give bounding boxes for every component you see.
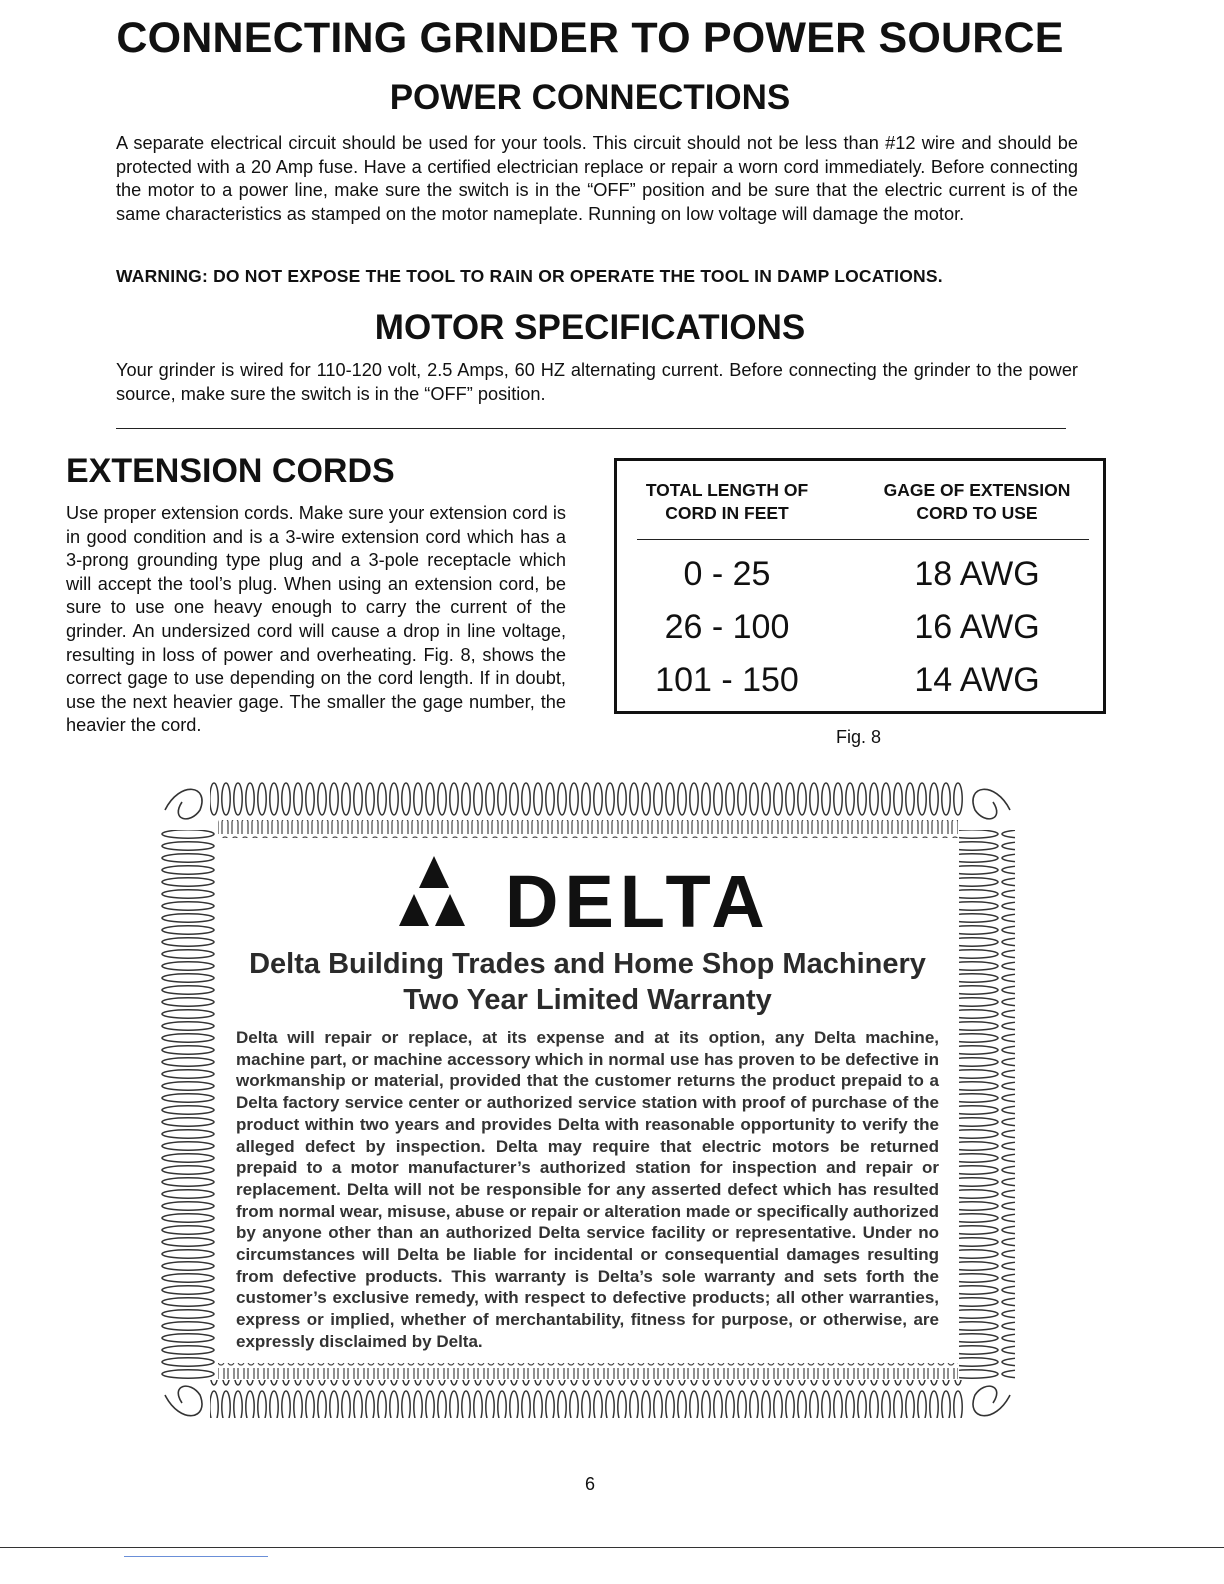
table-header-length: TOTAL LENGTH OF CORD IN FEET bbox=[645, 480, 809, 523]
warning-text: WARNING: DO NOT EXPOSE THE TOOL TO RAIN OR OPERATE THE TOOL IN DAMP LOCATIONS. bbox=[116, 266, 943, 286]
table-header-rule bbox=[637, 539, 1089, 540]
warranty-subheading: Two Year Limited Warranty bbox=[403, 984, 772, 1016]
warranty-heading: Delta Building Trades and Home Shop Machinery bbox=[249, 948, 926, 980]
cord-gage: 16 AWG bbox=[914, 608, 1040, 646]
footer-rule bbox=[0, 1547, 1224, 1548]
cord-gage: 14 AWG bbox=[914, 661, 1040, 699]
table-header-gage: GAGE OF EXTENSION CORD TO USE bbox=[883, 480, 1071, 523]
delta-triangles-icon bbox=[392, 852, 502, 928]
power-connections-heading: POWER CONNECTIONS bbox=[389, 78, 791, 117]
table-row bbox=[617, 555, 1103, 607]
extension-cords-text: Use proper extension cords. Make sure your extension cord is in good condition and is a 3-wire extension cord which has a 3-prong grounding type plug and a 3-pole receptacle which will accept the tool’s plug. When using an extension cord, be sure to use one heavy enough to carry the current of the grinder. An undersized cord will cause a drop in line voltage, resulting in loss of power and overheating. Fig. 8, shows the correct gage to use depending on the cord length. If in doubt, use the next heavier gage. The smaller the gage number, the heavier the cord. bbox=[66, 503, 566, 736]
extension-cord-table bbox=[614, 458, 1106, 714]
motor-specifications-heading: MOTOR SPECIFICATIONS bbox=[374, 308, 806, 347]
table-row bbox=[617, 608, 1103, 660]
cord-length: 101 - 150 bbox=[655, 661, 799, 699]
page-title: CONNECTING GRINDER TO POWER SOURCE bbox=[116, 14, 1064, 62]
page-number: 6 bbox=[584, 1474, 595, 1494]
table-row bbox=[617, 661, 1103, 713]
cord-length: 26 - 100 bbox=[664, 608, 790, 646]
delta-logo-text: DELTA bbox=[505, 860, 771, 943]
cord-gage: 18 AWG bbox=[914, 555, 1040, 593]
warranty-text: Delta will repair or replace, at its expense and at its option, any Delta machine, machine part, or machine accessory which in normal use has proven to be defective in workmanship or material, provided that the customer returns the product prepaid to a Delta factory service center or authorized service station with proof of purchase of the product within two years and provides Delta with reasonable opportunity to verify the alleged defect by inspection. Delta may require that electric motors be returned prepaid to a motor manufacturer’s authorized station for inspection and repair or replacement. Delta will not be responsible for any asserted defect which has resulted from normal wear, misuse, abuse or repair or alteration made or specifically authorized by anyone other than an authorized Delta service facility or representative. Under no circumstances will Delta be liable for incidental or consequential damages resulting from defective products. This warranty is Delta’s sole warranty and sets forth the customer’s exclusive remedy, with respect to defective products; all other warranties, express or implied, whether of merchantability, fitness for purpose, or otherwise, are expressly disclaimed by Delta. bbox=[236, 1028, 939, 1351]
figure-caption: Fig. 8 bbox=[836, 727, 882, 747]
extension-cords-heading: EXTENSION CORDS bbox=[66, 452, 395, 490]
footer-accent-rule bbox=[124, 1556, 268, 1557]
section-divider bbox=[116, 428, 1066, 429]
motor-specifications-text: Your grinder is wired for 110-120 volt, 2.5 Amps, 60 HZ alternating current. Before connecting the grinder to the power source, make sure the switch is in the “OFF” position. bbox=[116, 360, 1078, 404]
cord-length: 0 - 25 bbox=[683, 555, 771, 593]
power-connections-text: A separate electrical circuit should be used for your tools. This circuit should not be less than #12 wire and should be protected with a 20 Amp fuse. Have a certified electrician replace or repair a worn cord immediately. Before connecting the motor to a power line, make sure the switch is in the “OFF” position and be sure that the electric current is of the same characteristics as stamped on the motor nameplate. Running on low voltage will damage the motor. bbox=[116, 133, 1078, 224]
